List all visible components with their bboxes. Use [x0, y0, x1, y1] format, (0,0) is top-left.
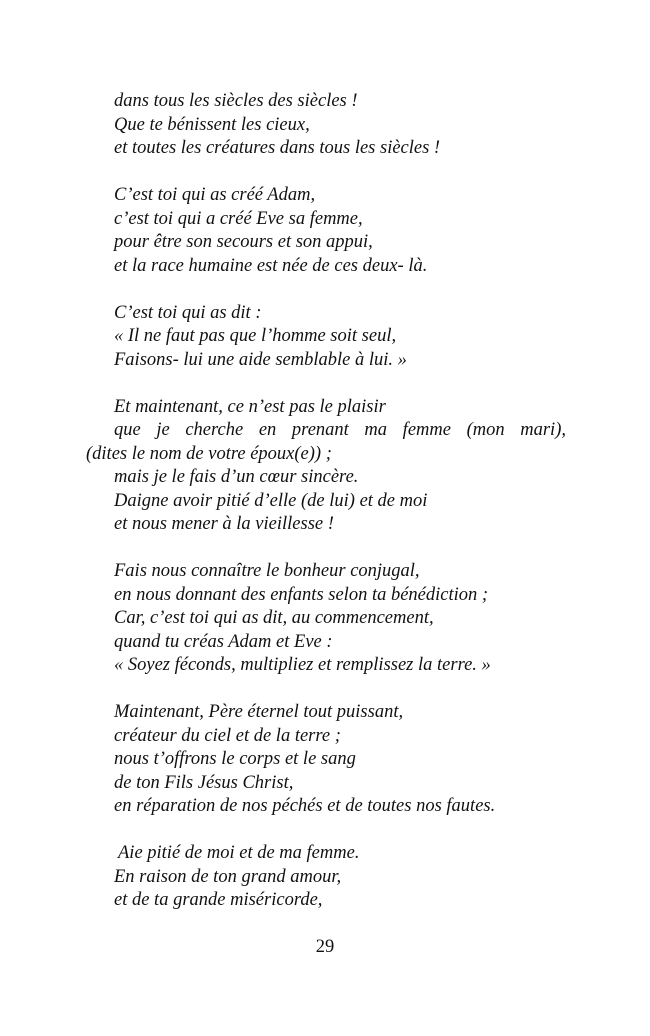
verse-line: C’est toi qui as créé Adam,: [114, 185, 316, 205]
verse-line: et la race humaine est née de ces deux- là.: [114, 255, 428, 276]
verse-line: « Soyez féconds, multipliez et remplissez la terre. »: [114, 655, 491, 675]
verse-line: pour être son secours et son appui,: [114, 232, 373, 252]
verse-line: et nous mener à la vieillesse !: [114, 514, 334, 534]
verse-line: créateur du ciel et de la terre ;: [114, 725, 341, 746]
stanza-1: [86, 90, 566, 161]
verse-line-continuation: (dites le nom de votre époux(e)) ;: [86, 443, 332, 464]
verse-line: nous t’offrons le corps et le sang: [114, 749, 356, 769]
verse-line: mais je le fais d’un cœur sincère.: [114, 467, 359, 487]
verse-line: « Il ne faut pas que l’homme soit seul,: [114, 326, 397, 346]
stanza-6: [86, 701, 566, 819]
stanza-7: [86, 842, 566, 913]
verse-line-justified: [86, 419, 566, 466]
verse-line: dans tous les siècles des siècles !: [114, 91, 358, 111]
verse-line: C’est toi qui as dit :: [114, 302, 262, 323]
verse-line: Maintenant, Père éternel tout puissant,: [114, 702, 404, 722]
verse-line: en nous donnant des enfants selon ta bénédiction ;: [114, 584, 489, 605]
stanza-2: [86, 184, 566, 278]
verse-line: et de ta grande miséricorde,: [114, 890, 323, 910]
verse-line: Faisons- lui une aide semblable à lui. »: [114, 349, 407, 370]
verse-line: de ton Fils Jésus Christ,: [114, 772, 294, 793]
verse-line: et toutes les créatures dans tous les siècles !: [114, 138, 441, 158]
verse-line: quand tu créas Adam et Eve :: [114, 631, 333, 652]
stanza-4: [86, 396, 566, 537]
verse-line: Daigne avoir pitié d’elle (de lui) et de moi: [114, 490, 428, 511]
stanza-3: [86, 302, 566, 373]
verse-line: Que te bénissent les cieux,: [114, 114, 310, 135]
stanza-5: [86, 560, 566, 678]
verse-line: que je cherche en prenant ma femme (mon mari),: [114, 420, 566, 440]
prayer-text: [86, 90, 566, 936]
verse-line: c’est toi qui a créé Eve sa femme,: [114, 208, 363, 229]
verse-line: En raison de ton grand amour,: [114, 866, 342, 887]
verse-line: Et maintenant, ce n’est pas le plaisir: [114, 396, 386, 417]
verse-line: Fais nous connaître le bonheur conjugal,: [114, 561, 420, 581]
verse-line: en réparation de nos péchés et de toutes nos fautes.: [114, 796, 496, 816]
page-number: 29: [315, 937, 335, 957]
verse-line: Aie pitié de moi et de ma femme.: [118, 843, 360, 863]
verse-line: Car, c’est toi qui as dit, au commencement,: [114, 608, 434, 628]
